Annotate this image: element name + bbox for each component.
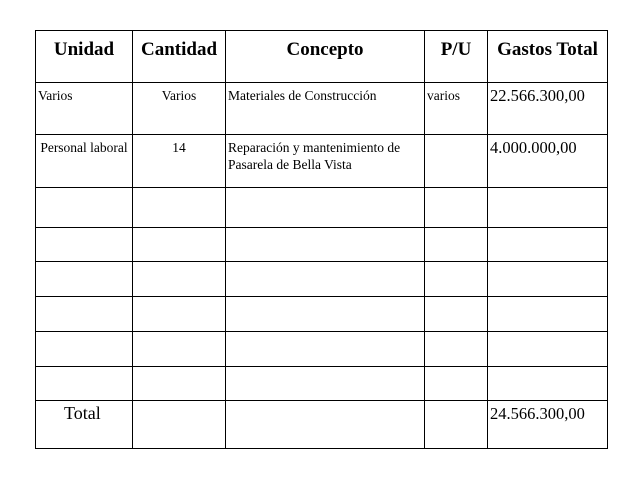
table-row-empty [36,228,608,262]
total-label: Total [36,401,133,449]
empty-cell [133,188,226,228]
empty-cell [36,188,133,228]
empty-cell [425,228,488,262]
empty-cell [425,188,488,228]
budget-table [35,30,608,449]
empty-cell [36,262,133,297]
empty-cell [226,401,425,449]
header-cantidad: Cantidad [133,31,226,83]
table-header-row [36,31,608,83]
empty-cell [488,367,608,401]
header-gastos-total: Gastos Total [488,31,608,83]
table-row-empty [36,332,608,367]
empty-cell [425,367,488,401]
header-unidad: Unidad [36,31,133,83]
cell-cantidad: Varios [133,83,226,135]
table-total-row [36,401,608,449]
empty-cell [226,228,425,262]
header-pu: P/U [425,31,488,83]
empty-cell [36,367,133,401]
cell-pu: varios [425,83,488,135]
table-row [36,135,608,188]
empty-cell [133,228,226,262]
cell-gastos-total: 22.566.300,00 [488,83,608,135]
table-row-empty [36,188,608,228]
empty-cell [226,297,425,332]
empty-cell [488,228,608,262]
empty-cell [133,401,226,449]
empty-cell [133,367,226,401]
empty-cell [133,332,226,367]
cell-gastos-total: 4.000.000,00 [488,135,608,188]
empty-cell [226,262,425,297]
cell-pu [425,135,488,188]
empty-cell [133,297,226,332]
cell-unidad: Varios [36,83,133,135]
header-concepto: Concepto [226,31,425,83]
table-row [36,83,608,135]
empty-cell [36,297,133,332]
table-row-empty [36,262,608,297]
empty-cell [488,297,608,332]
cell-cantidad: 14 [133,135,226,188]
empty-cell [425,332,488,367]
cell-concepto: Materiales de Construcción [226,83,425,135]
empty-cell [226,367,425,401]
table-row-empty [36,367,608,401]
cell-concepto: Reparación y mantenimiento de Pasarela de Bella Vista [226,135,425,188]
table-row-empty [36,297,608,332]
cell-unidad: Personal laboral [36,135,133,188]
empty-cell [425,262,488,297]
empty-cell [36,332,133,367]
empty-cell [226,188,425,228]
empty-cell [425,401,488,449]
empty-cell [36,228,133,262]
empty-cell [488,332,608,367]
empty-cell [133,262,226,297]
empty-cell [425,297,488,332]
empty-cell [226,332,425,367]
empty-cell [488,262,608,297]
total-value: 24.566.300,00 [488,401,608,449]
empty-cell [488,188,608,228]
